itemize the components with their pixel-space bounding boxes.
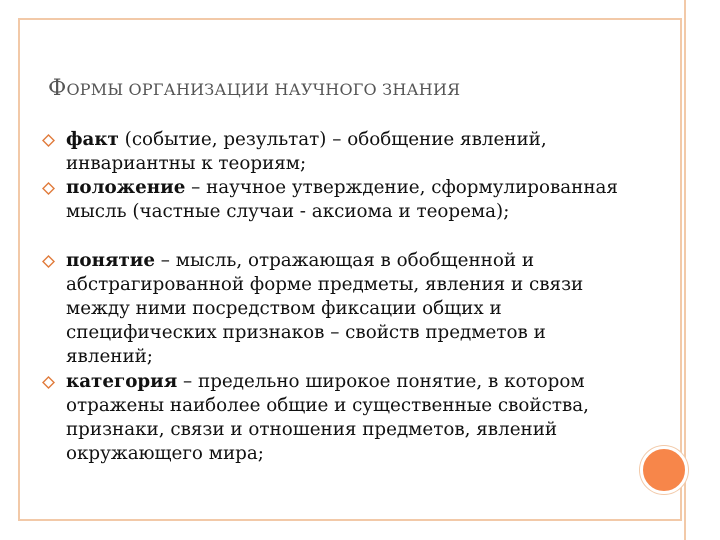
decorative-circle: [640, 446, 688, 494]
diamond-bullet-icon: [42, 182, 55, 195]
list-item: [42, 249, 632, 370]
list-item: [42, 128, 632, 176]
item-definition: – научное утверждение, сформулированная мысль (частные случаи - аксиома и теорема);: [66, 177, 618, 223]
item-text: [66, 128, 632, 176]
item-text: [66, 249, 632, 370]
item-term: понятие: [66, 249, 155, 271]
item-text: [66, 370, 632, 467]
diamond-bullet-icon: [42, 376, 55, 389]
item-definition: – предельно широкое понятие, в котором отражены наиболее общие и существенные свойства, признаки, связи и отношения предметов, явлений окружающего мира;: [66, 370, 589, 465]
item-term: факт: [66, 129, 119, 150]
title-rest: ОРМЫ ОРГАНИЗАЦИИ НАУЧНОГО ЗНАНИЯ: [66, 80, 461, 99]
diamond-bullet-icon: [42, 255, 55, 268]
bullet-list: [42, 128, 632, 466]
item-definition: – мысль, отражающая в обобщенной и абстрагированной форме предметы, явления и связи между ними посредством фиксации общих и специфических признаков – свойств предметов и явлений;: [66, 249, 584, 368]
list-item: [42, 370, 632, 467]
list-item: [42, 176, 632, 249]
slide-title: [48, 76, 648, 101]
item-term: категория: [66, 370, 178, 392]
title-first-letter: Ф: [48, 76, 67, 101]
item-definition: (событие, результат) – обобщение явлений, инвариантны к теориям;: [66, 129, 547, 175]
item-text: [66, 176, 632, 224]
item-term: положение: [66, 177, 186, 198]
diamond-bullet-icon: [42, 134, 55, 147]
